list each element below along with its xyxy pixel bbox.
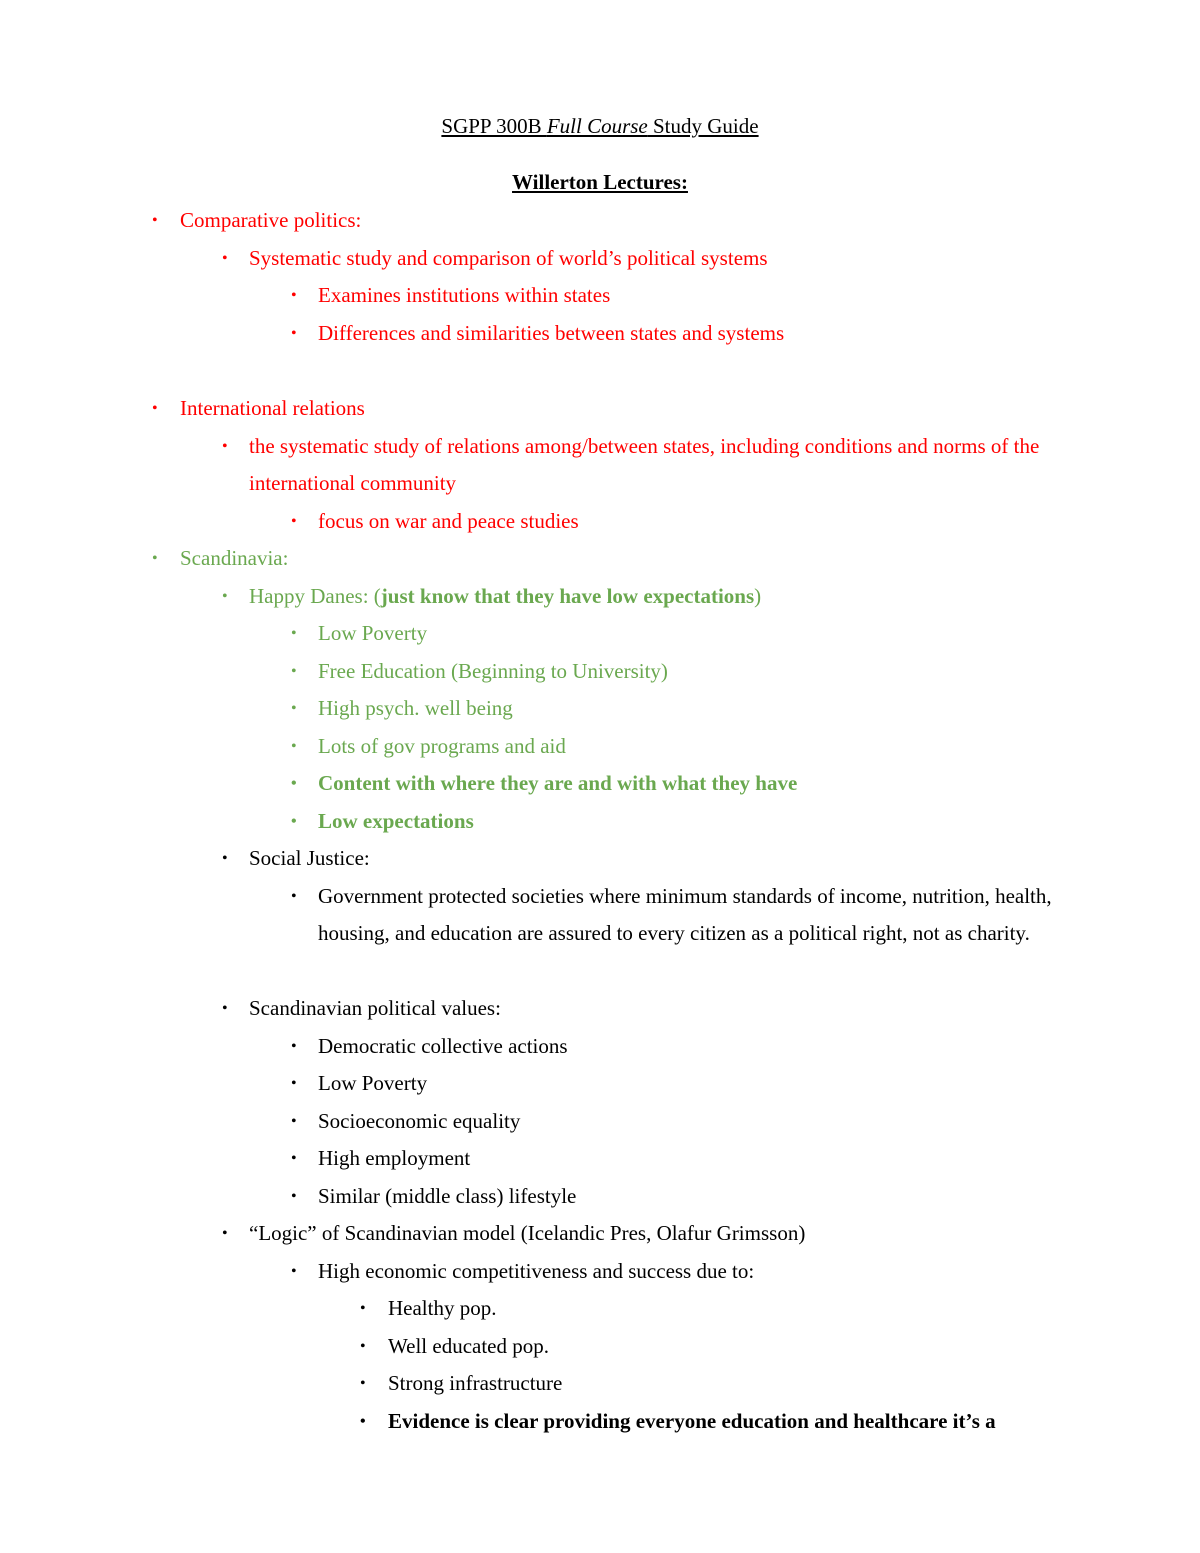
- list-item: [0, 765, 1200, 803]
- list-item-text: Socioeconomic equality: [318, 1108, 521, 1133]
- bullet-icon: •: [291, 887, 297, 905]
- list-item: [0, 202, 1200, 240]
- list-item-text: Government protected societies where minimum standards of income, nutrition, health, housing, and education are assured to every citizen as a political right, not as charity.: [318, 883, 1052, 945]
- list-item: [0, 878, 1200, 991]
- list-item: [0, 840, 1200, 878]
- bullet-icon: •: [291, 1262, 297, 1280]
- bullet-icon: •: [222, 587, 228, 605]
- list-item: [0, 1328, 1200, 1366]
- list-item: [0, 1140, 1200, 1178]
- list-item: [0, 503, 1200, 541]
- outline: [0, 202, 1200, 1440]
- list-item-text: Similar (middle class) lifestyle: [318, 1183, 577, 1208]
- list-item-text: Low Poverty: [318, 621, 428, 645]
- blank-line: [0, 352, 1200, 390]
- bullet-icon: •: [152, 550, 158, 567]
- title-italic: Full Course: [546, 114, 648, 138]
- list-item-text: focus on war and peace studies: [318, 508, 579, 533]
- list-item-text: High economic competitiveness and success due to:: [318, 1258, 755, 1283]
- list-item-text: Social Justice:: [249, 846, 370, 870]
- bullet-icon: •: [291, 287, 297, 304]
- bullet-icon: •: [222, 249, 228, 267]
- list-item-text: “Logic” of Scandinavian model (Icelandic Pres, Olafur Grimsson): [249, 1221, 806, 1245]
- list-item-text: Content with where they are and with what they have: [318, 771, 798, 795]
- list-item: [0, 240, 1200, 278]
- list-item-text: the systematic study of relations among/between states, including conditions and norms of the international community: [249, 433, 1040, 495]
- list-item-text: Free Education (Beginning to University): [318, 658, 668, 683]
- happy-danes-prefix: Happy Danes: (: [249, 583, 381, 608]
- list-item: [0, 315, 1200, 353]
- list-item-text: Strong infrastructure: [388, 1371, 563, 1395]
- list-item: [0, 728, 1200, 766]
- bullet-icon: •: [291, 737, 297, 755]
- list-item-text: Scandinavia:: [180, 546, 289, 570]
- list-item-text: Low Poverty: [318, 1071, 428, 1095]
- list-item: [0, 1365, 1200, 1403]
- bullet-icon: •: [291, 662, 297, 680]
- bullet-icon: •: [291, 1187, 297, 1205]
- bullet-icon: •: [360, 1375, 366, 1392]
- list-item: [0, 428, 1200, 503]
- list-item-text: Evidence is clear providing everyone education and healthcare it’s a: [388, 1408, 996, 1433]
- list-item: [0, 653, 1200, 691]
- list-item: [0, 1403, 1200, 1441]
- bullet-icon: •: [152, 212, 158, 229]
- bullet-icon: •: [291, 1075, 297, 1092]
- list-item: [0, 1103, 1200, 1141]
- list-item: [0, 1253, 1200, 1291]
- happy-danes-suffix: ): [754, 583, 762, 608]
- list-item: [0, 1290, 1200, 1328]
- list-item: [0, 990, 1200, 1028]
- bullet-icon: •: [291, 324, 297, 342]
- list-item: [0, 1215, 1200, 1253]
- bullet-icon: •: [291, 775, 297, 792]
- list-item: [0, 1178, 1200, 1216]
- bullet-icon: •: [222, 1225, 228, 1242]
- list-item-text: Systematic study and comparison of world’s political systems: [249, 245, 768, 270]
- list-item-text: Lots of gov programs and aid: [318, 733, 566, 758]
- title-suffix: Study Guide: [647, 114, 759, 138]
- list-item-text: Examines institutions within states: [318, 283, 611, 307]
- bullet-icon: •: [291, 812, 297, 830]
- list-item-text: Scandinavian political values:: [249, 996, 501, 1020]
- list-item: [0, 1028, 1200, 1066]
- list-item-text: High employment: [318, 1146, 471, 1170]
- list-item-text: Comparative politics:: [180, 208, 362, 232]
- list-item: [0, 690, 1200, 728]
- bullet-icon: •: [222, 437, 228, 455]
- list-item-text: Well educated pop.: [388, 1333, 549, 1358]
- list-item-text: High psych. well being: [318, 696, 513, 720]
- bullet-icon: •: [291, 512, 297, 530]
- document-title: [0, 110, 1200, 142]
- list-item: [0, 540, 1200, 578]
- list-item-text: Differences and similarities between states and systems: [318, 320, 785, 345]
- bullet-icon: •: [222, 1000, 228, 1017]
- list-item-text: Healthy pop.: [388, 1296, 497, 1320]
- list-item: [0, 803, 1200, 841]
- bullet-icon: •: [291, 1037, 297, 1055]
- bullet-icon: •: [360, 1337, 366, 1355]
- list-item: [0, 277, 1200, 315]
- bullet-icon: •: [291, 1150, 297, 1167]
- bullet-icon: •: [360, 1300, 366, 1317]
- list-item: [0, 615, 1200, 653]
- list-item-text: International relations: [180, 396, 365, 420]
- bullet-icon: •: [360, 1412, 366, 1430]
- section-heading: Willerton Lectures:: [512, 170, 688, 194]
- happy-danes-emphasis: just know that they have low expectations: [380, 583, 755, 608]
- list-item-text: Low expectations: [318, 808, 474, 833]
- list-item: [0, 578, 1200, 616]
- list-item-text: [249, 578, 1090, 616]
- bullet-icon: •: [222, 850, 228, 867]
- title-prefix: SGPP 300B: [441, 114, 547, 138]
- bullet-icon: •: [291, 1112, 297, 1130]
- list-item-text: Democratic collective actions: [318, 1033, 568, 1058]
- list-item: [0, 1065, 1200, 1103]
- list-item: [0, 390, 1200, 428]
- bullet-icon: •: [291, 700, 297, 717]
- bullet-icon: •: [152, 400, 158, 417]
- bullet-icon: •: [291, 625, 297, 642]
